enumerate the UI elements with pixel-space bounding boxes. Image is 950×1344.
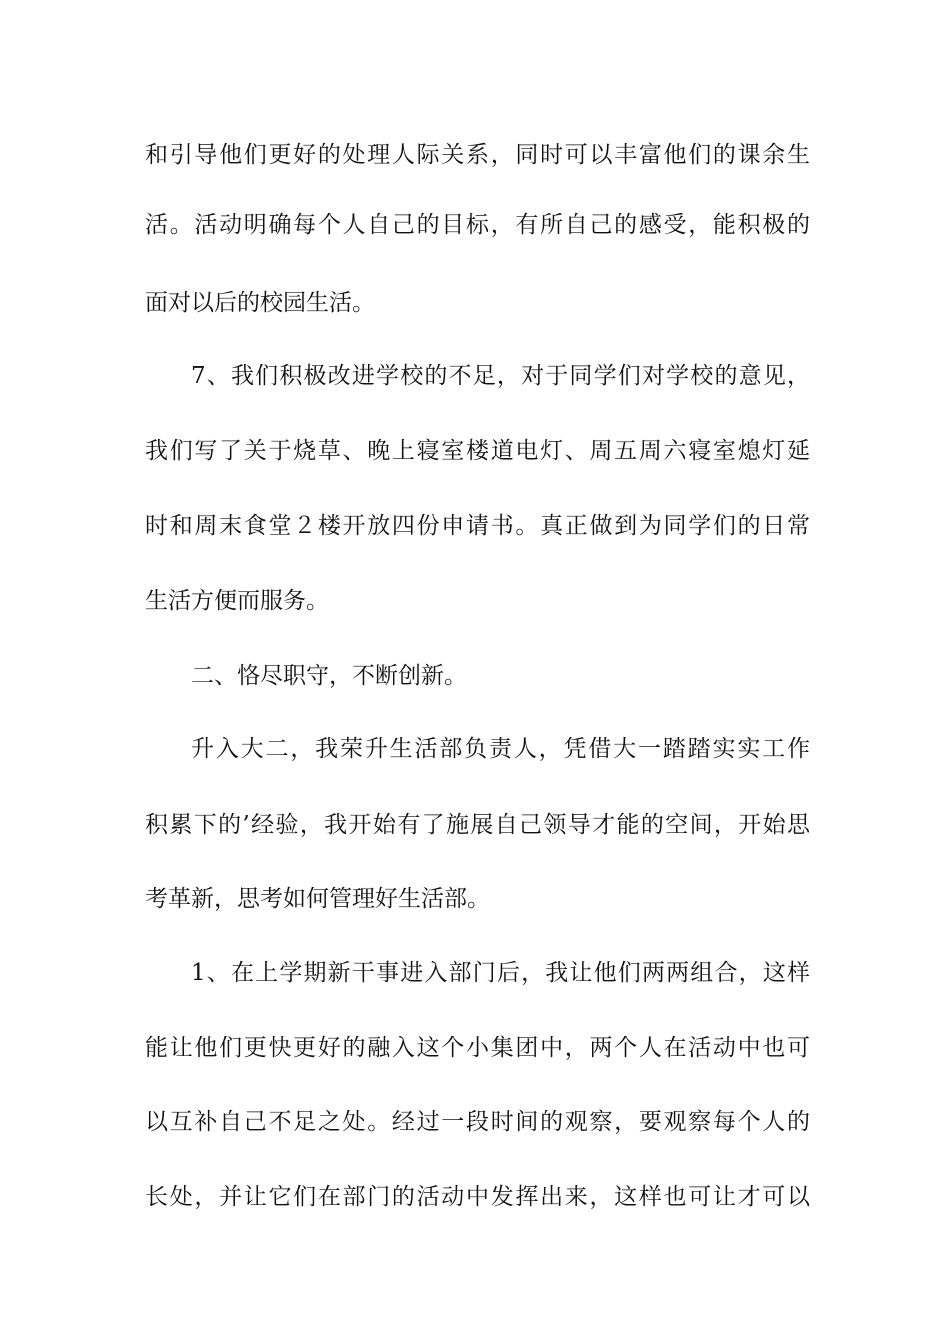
text-line: 生活方便而服务。 [145,588,329,614]
text-line: 能让他们更快更好的融入这个小集团中，两个人在活动中也可 [145,1035,810,1061]
text-line: 长处，并让它们在部门的活动中发挥出来，这样也可让才可以 [145,1184,810,1210]
text-line: 我们写了关于烧草、晚上寝室楼道电灯、周五周六寝室熄灯延 [145,438,810,464]
text-line: 面对以后的校园生活。 [145,290,375,316]
text-line: 1、在上学期新干事进入部门后，我让他们两两组合，这样 [191,960,810,986]
text-line: 以互补自己不足之处。经过一段时间的观察，要观察每个人的 [145,1109,810,1135]
text-line: 活。活动明确每个人自己的目标，有所自己的感受，能积极的 [145,212,810,238]
text-line: 升入大二，我荣升生活部负责人，凭借大一踏踏实实工作 [191,736,810,762]
text-line: 和引导他们更好的处理人际关系，同时可以丰富他们的课余生 [145,142,810,168]
section-heading: 二、恪尽职守，不断创新。 [191,663,467,689]
text-line: 时和周末食堂２楼开放四份申请书。真正做到为同学们的日常 [145,513,810,539]
text-line: 考革新，思考如何管理好生活部。 [145,886,490,912]
text-line: 7、我们积极改进学校的不足，对于同学们对学校的意见， [191,363,810,389]
text-line: 积累下的’经验，我开始有了施展自己领导才能的空间，开始思 [145,812,810,838]
